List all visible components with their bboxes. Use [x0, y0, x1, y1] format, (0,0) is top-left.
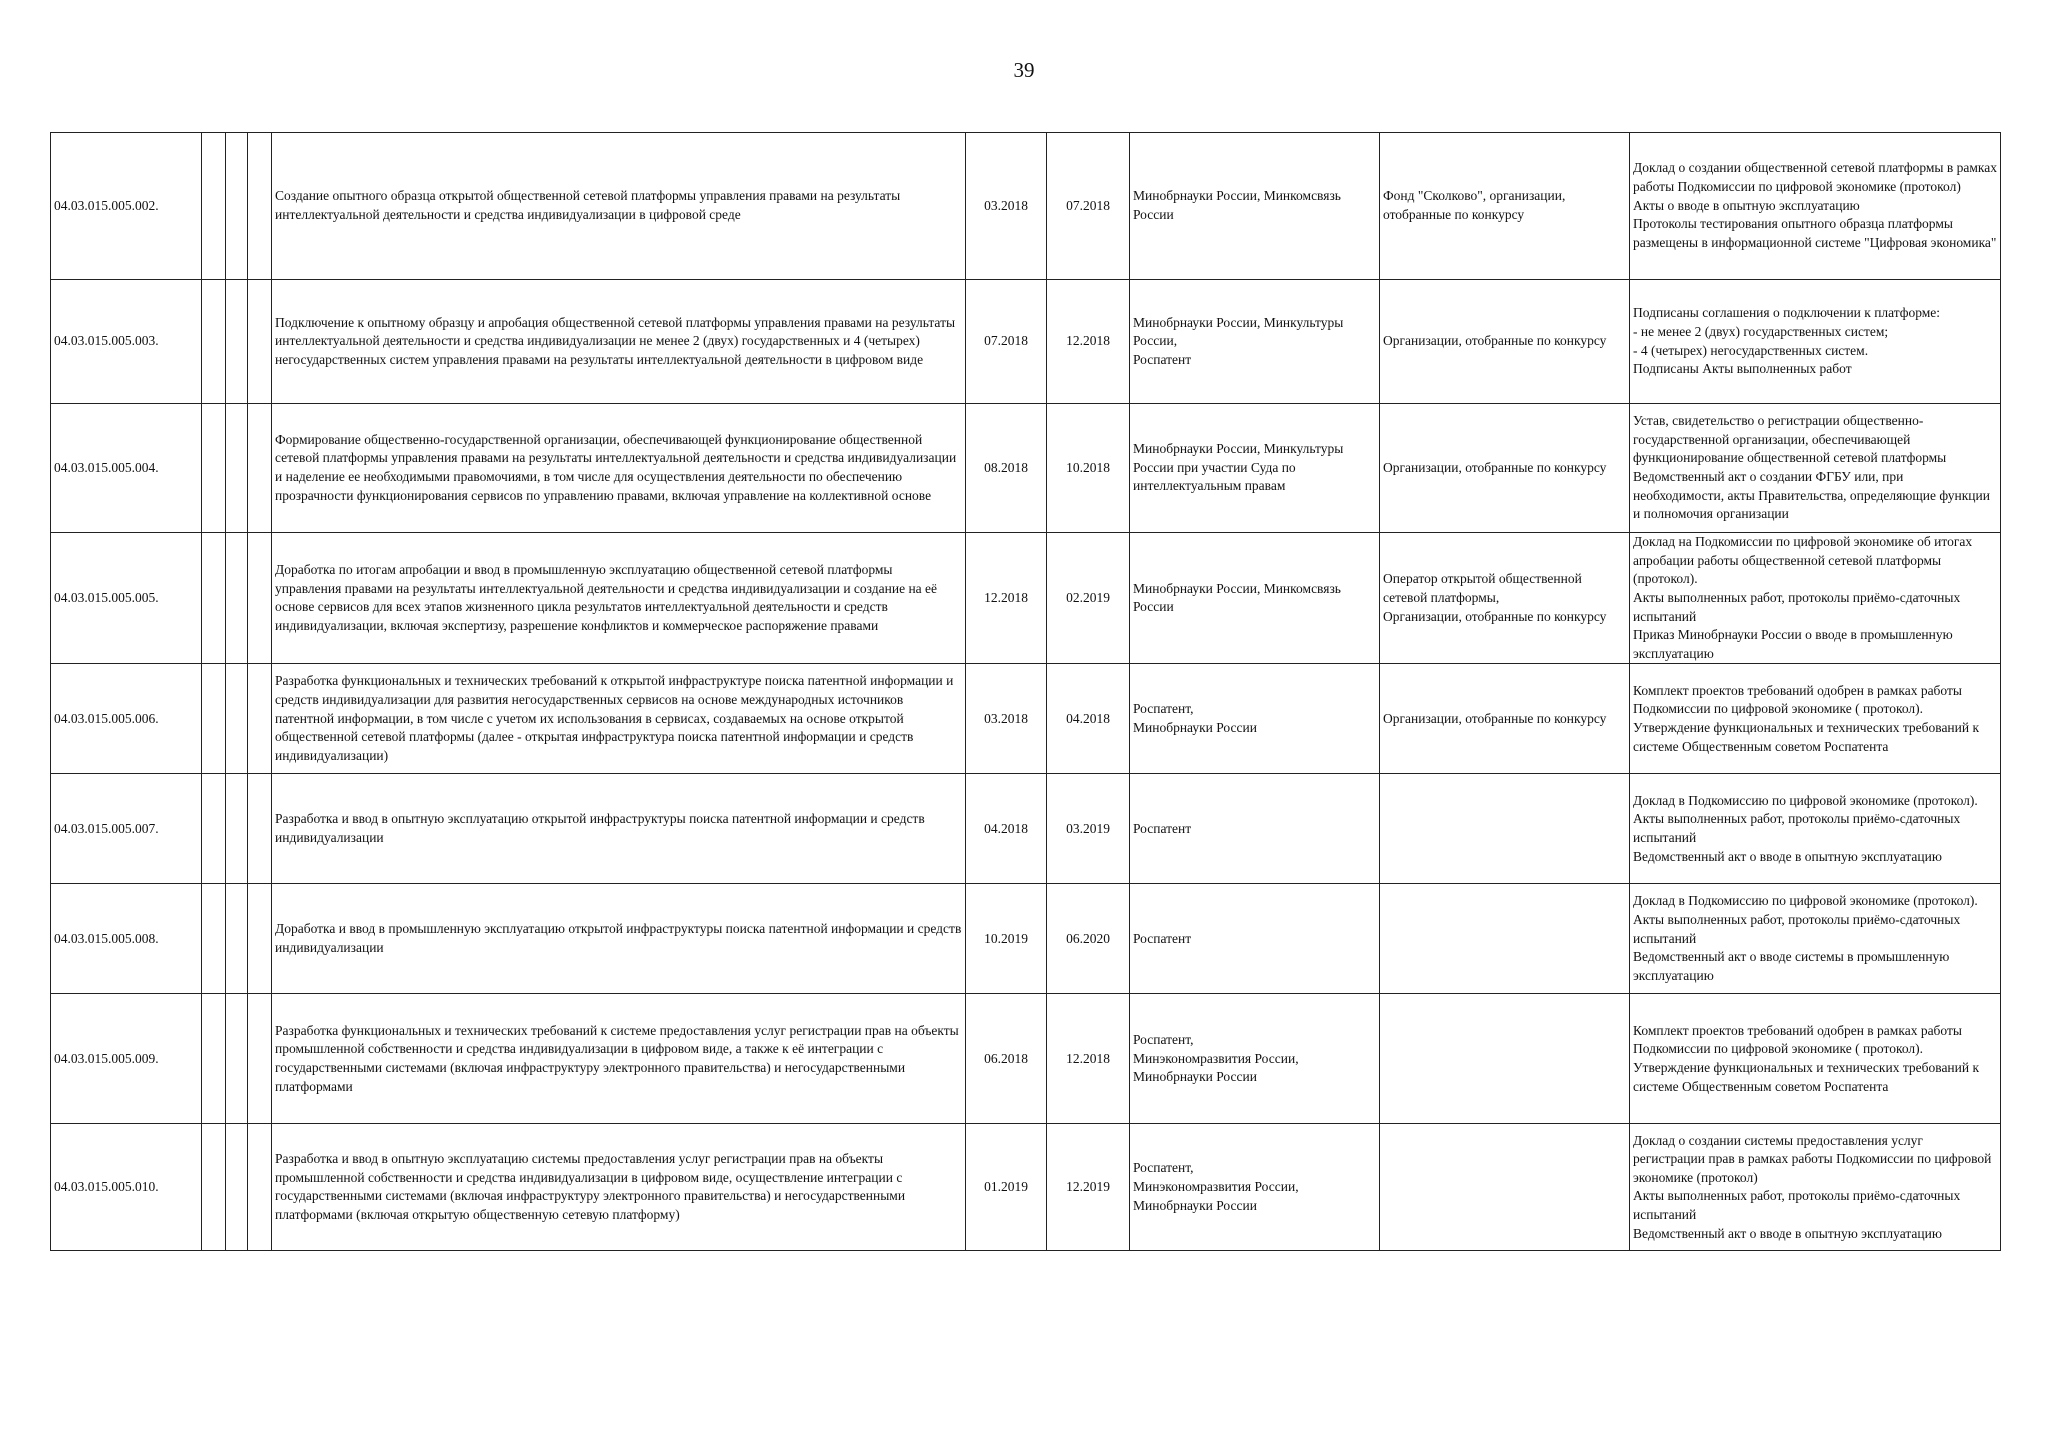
row-empty-cell [248, 404, 272, 533]
row-empty-cell [248, 664, 272, 774]
row-end-date: 04.2018 [1047, 664, 1130, 774]
page-number: 39 [1013, 58, 1035, 82]
row-code: 04.03.015.005.010. [51, 1124, 202, 1251]
row-responsible: Роспатент [1130, 884, 1380, 994]
row-participants [1380, 994, 1630, 1124]
row-empty-cell [226, 133, 248, 280]
row-participants: Организации, отобранные по конкурсу [1380, 280, 1630, 404]
row-code: 04.03.015.005.003. [51, 280, 202, 404]
row-result: Подписаны соглашения о подключении к платформе: - не менее 2 (двух) государственных систем; - 4 (четырех) негосударственных систем. Подписаны Акты выполненных работ [1630, 280, 2001, 404]
row-empty-cell [226, 664, 248, 774]
row-empty-cell [248, 1124, 272, 1251]
row-start-date: 06.2018 [966, 994, 1047, 1124]
table-row [51, 133, 2001, 280]
row-responsible: Роспатент [1130, 774, 1380, 884]
row-empty-cell [248, 774, 272, 884]
row-responsible: Минобрнауки России, Минкультуры России при участии Суда по интеллектуальным правам [1130, 404, 1380, 533]
row-task: Создание опытного образца открытой общественной сетевой платформы управления правами на результаты интеллектуальной деятельности и средства индивидуализации в цифровой среде [272, 133, 966, 280]
row-start-date: 12.2018 [966, 533, 1047, 664]
row-empty-cell [248, 884, 272, 994]
table-row [51, 404, 2001, 533]
row-result: Доклад о создании общественной сетевой платформы в рамках работы Подкомиссии по цифровой экономике (протокол) Акты о вводе в опытную эксплуатацию Протоколы тестирования опытного образца платформы размещены в информационной системе "Цифровая экономика" [1630, 133, 2001, 280]
row-start-date: 03.2018 [966, 133, 1047, 280]
row-start-date: 01.2019 [966, 1124, 1047, 1251]
row-empty-cell [202, 533, 226, 664]
row-start-date: 07.2018 [966, 280, 1047, 404]
table-row [51, 533, 2001, 664]
row-empty-cell [248, 280, 272, 404]
row-empty-cell [202, 664, 226, 774]
row-empty-cell [248, 133, 272, 280]
row-empty-cell [248, 533, 272, 664]
row-end-date: 12.2019 [1047, 1124, 1130, 1251]
row-end-date: 06.2020 [1047, 884, 1130, 994]
row-task: Разработка функциональных и технических требований к системе предоставления услуг регистрации прав на объекты промышленной собственности и средства индивидуализации в цифровом виде, а также к её интеграции с государственными системами (включая инфраструктуру электронного правительства) и негосударственными платформами [272, 994, 966, 1124]
row-empty-cell [226, 774, 248, 884]
row-result: Доклад в Подкомиссию по цифровой экономике (протокол). Акты выполненных работ, протоколы приёмо-сдаточных испытаний Ведомственный акт о вводе системы в промышленную эксплуатацию [1630, 884, 2001, 994]
row-code: 04.03.015.005.005. [51, 533, 202, 664]
table-row [51, 994, 2001, 1124]
row-task: Доработка и ввод в промышленную эксплуатацию открытой инфраструктуры поиска патентной информации и средств индивидуализации [272, 884, 966, 994]
table-row [51, 664, 2001, 774]
row-start-date: 03.2018 [966, 664, 1047, 774]
row-responsible: Минобрнауки России, Минкультуры России, Роспатент [1130, 280, 1380, 404]
row-empty-cell [202, 133, 226, 280]
row-end-date: 12.2018 [1047, 280, 1130, 404]
row-empty-cell [202, 1124, 226, 1251]
row-end-date: 10.2018 [1047, 404, 1130, 533]
row-empty-cell [226, 280, 248, 404]
row-end-date: 07.2018 [1047, 133, 1130, 280]
row-task: Доработка по итогам апробации и ввод в промышленную эксплуатацию общественной сетевой платформы управления правами на результаты интеллектуальной деятельности и средства индивидуализации и создание на её основе сервисов для всех этапов жизненного цикла результатов интеллектуальной деятельности и средств индивидуализации, включая экспертизу, разрешение конфликтов и коммерческое распоряжение правами [272, 533, 966, 664]
row-code: 04.03.015.005.009. [51, 994, 202, 1124]
row-participants: Организации, отобранные по конкурсу [1380, 404, 1630, 533]
row-empty-cell [226, 1124, 248, 1251]
row-start-date: 10.2019 [966, 884, 1047, 994]
row-participants [1380, 1124, 1630, 1251]
row-empty-cell [226, 884, 248, 994]
row-code: 04.03.015.005.002. [51, 133, 202, 280]
activity-table [50, 132, 2001, 1251]
row-result: Устав, свидетельство о регистрации общественно-государственной организации, обеспечивающей функционирование общественной сетевой платформы Ведомственный акт о создании ФГБУ или, при необходимости, акты Правительства, определяющие функции и полномочия организации [1630, 404, 2001, 533]
row-participants [1380, 774, 1630, 884]
row-task: Разработка функциональных и технических требований к открытой инфраструктуре поиска патентной информации и средств индивидуализации для развития негосударственных сервисов на основе международных источников патентной информации, в том числе с учетом их использования в сервисах, создаваемых на основе открытой общественной сетевой платформы (далее - открытая инфраструктура поиска патентной информации и средств индивидуализации) [272, 664, 966, 774]
row-code: 04.03.015.005.007. [51, 774, 202, 884]
row-task: Разработка и ввод в опытную эксплуатацию открытой инфраструктуры поиска патентной информации и средств индивидуализации [272, 774, 966, 884]
table-row [51, 774, 2001, 884]
row-task: Подключение к опытному образцу и апробация общественной сетевой платформы управления правами на результаты интеллектуальной деятельности и средства индивидуализации не менее 2 (двух) государственных и 4 (четырех) негосударственных систем управления правами на результаты интеллектуальной деятельности в цифровом виде [272, 280, 966, 404]
row-end-date: 02.2019 [1047, 533, 1130, 664]
row-result: Доклад о создании системы предоставления услуг регистрации прав в рамках работы Подкомиссии по цифровой экономике (протокол) Акты выполненных работ, протоколы приёмо-сдаточных испытаний Ведомственный акт о вводе в опытную эксплуатацию [1630, 1124, 2001, 1251]
row-empty-cell [226, 404, 248, 533]
row-result: Доклад в Подкомиссию по цифровой экономике (протокол). Акты выполненных работ, протоколы приёмо-сдаточных испытаний Ведомственный акт о вводе в опытную эксплуатацию [1630, 774, 2001, 884]
row-empty-cell [202, 774, 226, 884]
row-participants: Организации, отобранные по конкурсу [1380, 664, 1630, 774]
table-body [51, 133, 2001, 1251]
row-start-date: 08.2018 [966, 404, 1047, 533]
row-task: Формирование общественно-государственной организации, обеспечивающей функционирование общественной сетевой платформы управления правами на результаты интеллектуальной деятельности и средства индивидуализации и наделение ее необходимыми правомочиями, в том числе для осуществления деятельности по обеспечению прозрачности функционирования сервисов по управлению правами, включая управление на коллективной основе [272, 404, 966, 533]
row-responsible: Минобрнауки России, Минкомсвязь России [1130, 533, 1380, 664]
row-participants [1380, 884, 1630, 994]
row-empty-cell [226, 533, 248, 664]
table-row [51, 884, 2001, 994]
row-empty-cell [202, 404, 226, 533]
table-row [51, 280, 2001, 404]
row-empty-cell [226, 994, 248, 1124]
row-responsible: Роспатент, Минобрнауки России [1130, 664, 1380, 774]
row-empty-cell [202, 884, 226, 994]
row-result: Комплект проектов требований одобрен в рамках работы Подкомиссии по цифровой экономике ( протокол). Утверждение функциональных и технических требований к системе Общественным советом Роспатента [1630, 994, 2001, 1124]
row-empty-cell [202, 280, 226, 404]
row-empty-cell [202, 994, 226, 1124]
row-responsible: Минобрнауки России, Минкомсвязь России [1130, 133, 1380, 280]
row-participants: Фонд "Сколково", организации, отобранные по конкурсу [1380, 133, 1630, 280]
table-row [51, 1124, 2001, 1251]
row-code: 04.03.015.005.006. [51, 664, 202, 774]
row-code: 04.03.015.005.004. [51, 404, 202, 533]
row-responsible: Роспатент, Минэкономразвития России, Минобрнауки России [1130, 994, 1380, 1124]
row-end-date: 03.2019 [1047, 774, 1130, 884]
row-participants: Оператор открытой общественной сетевой платформы, Организации, отобранные по конкурсу [1380, 533, 1630, 664]
row-task: Разработка и ввод в опытную эксплуатацию системы предоставления услуг регистрации прав на объекты промышленной собственности и средства индивидуализации в цифровом виде, осуществление интеграции с государственными системами (включая инфраструктуру электронного правительства) и негосударственными платформами (включая открытую общественную сетевую платформу) [272, 1124, 966, 1251]
row-end-date: 12.2018 [1047, 994, 1130, 1124]
row-empty-cell [248, 994, 272, 1124]
row-result: Комплект проектов требований одобрен в рамках работы Подкомиссии по цифровой экономике ( протокол). Утверждение функциональных и технических требований к системе Общественным советом Роспатента [1630, 664, 2001, 774]
row-code: 04.03.015.005.008. [51, 884, 202, 994]
row-responsible: Роспатент, Минэкономразвития России, Минобрнауки России [1130, 1124, 1380, 1251]
row-start-date: 04.2018 [966, 774, 1047, 884]
row-result: Доклад на Подкомиссии по цифровой экономике об итогах апробации работы общественной сетевой платформы (протокол). Акты выполненных работ, протоколы приёмо-сдаточных испытаний Приказ Минобрнауки России о вводе в промышленную эксплуатацию [1630, 533, 2001, 664]
